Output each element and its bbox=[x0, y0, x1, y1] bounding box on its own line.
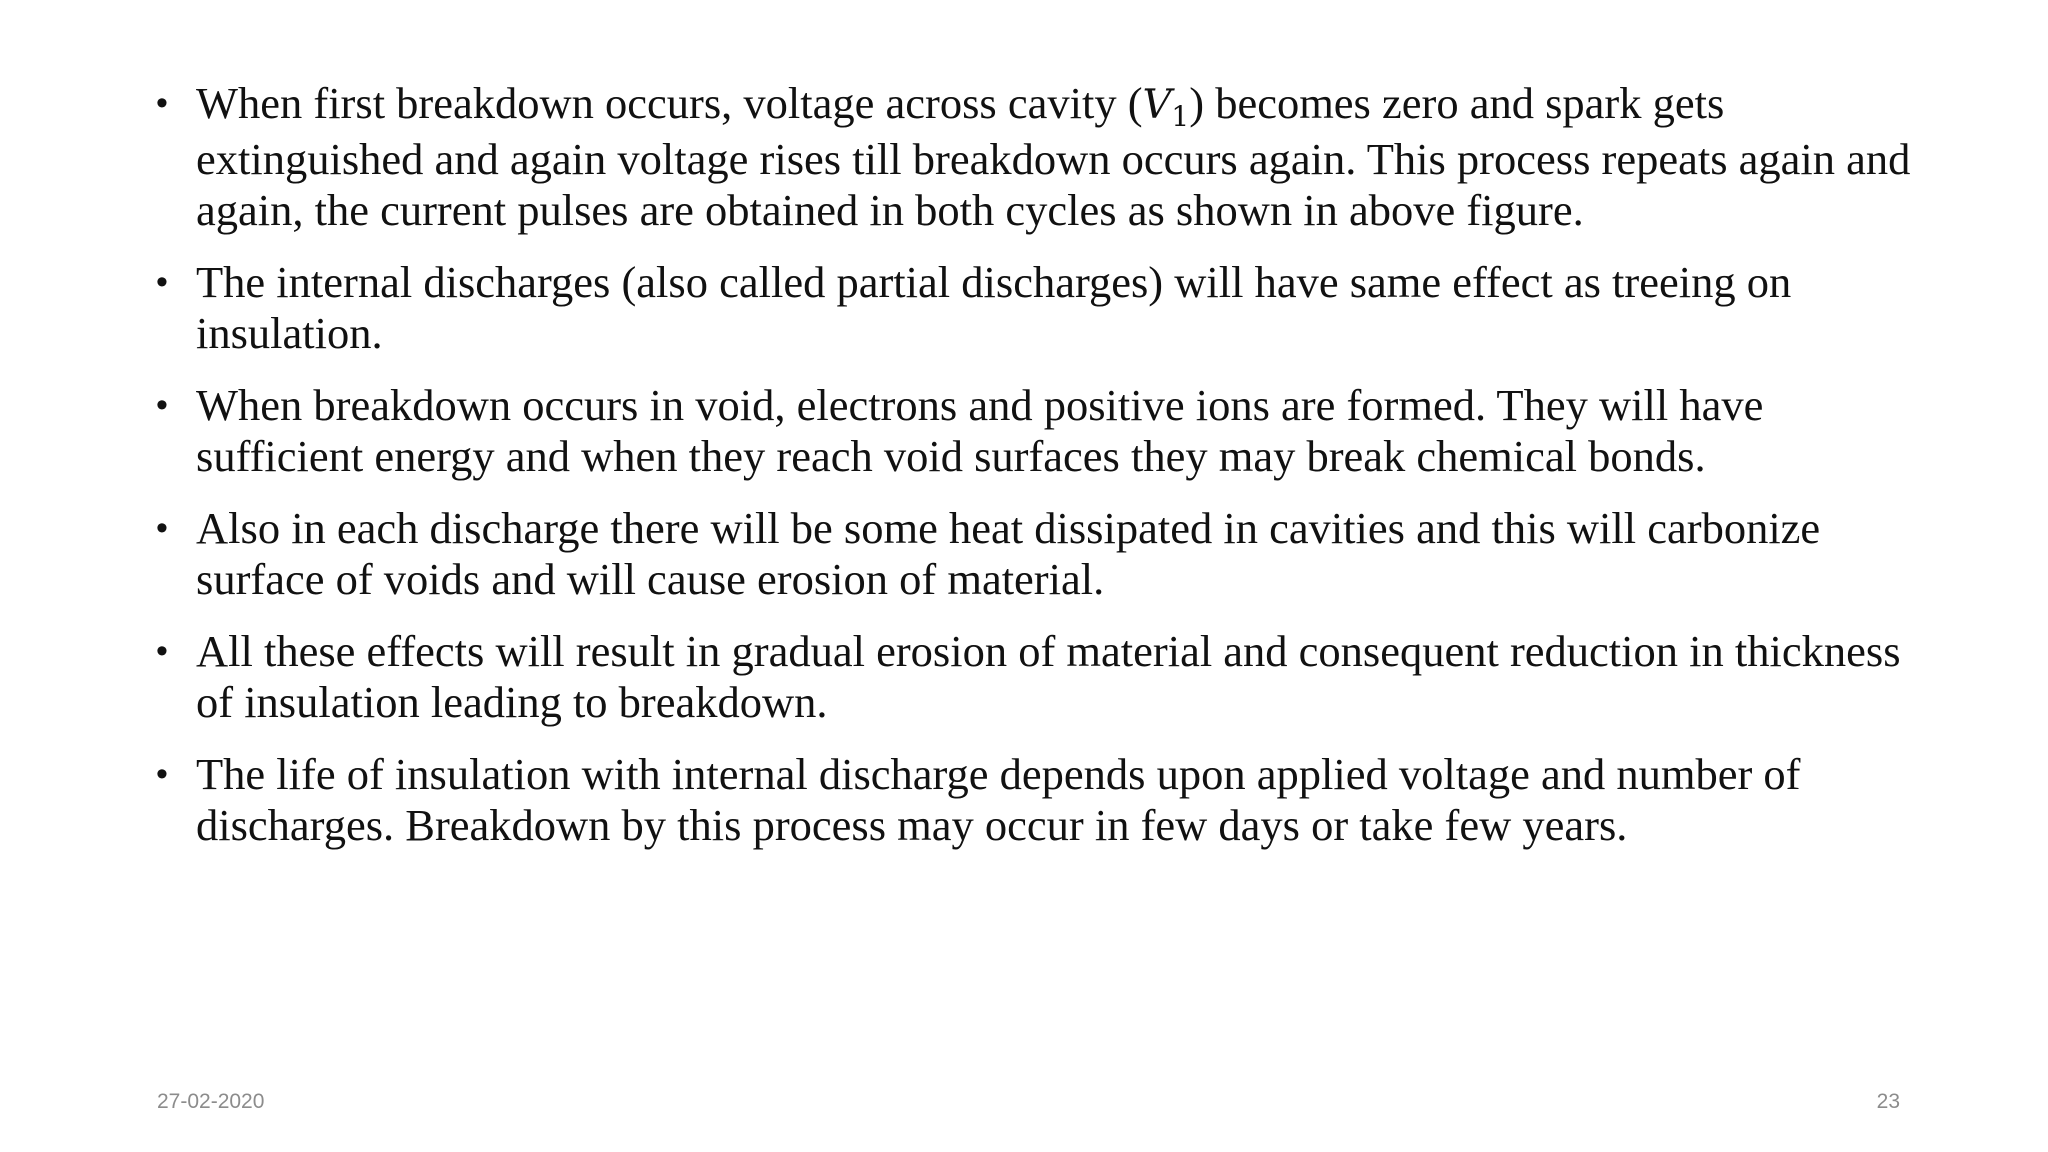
bullet-text: The life of insulation with internal discharge depends upon applied voltage and number of discharges. Breakdown by this process may occur in few days or take few years. bbox=[196, 749, 1801, 850]
bullet-item bbox=[152, 380, 1912, 482]
bullet-text: Also in each discharge there will be some heat dissipated in cavities and this will carbonize surface of voids and will cause erosion of material. bbox=[196, 503, 1821, 604]
bullet-text: When breakdown occurs in void, electrons and positive ions are formed. They will have sufficient energy and when they reach void surfaces they may break chemical bonds. bbox=[196, 380, 1764, 481]
bullet-item bbox=[152, 78, 1912, 236]
bullet-item bbox=[152, 503, 1912, 605]
bullet-icon: • bbox=[156, 84, 168, 122]
math-variable: V bbox=[1142, 82, 1172, 128]
bullet-icon: • bbox=[156, 509, 168, 547]
bullet-icon: • bbox=[156, 755, 168, 793]
bullet-text: All these effects will result in gradual erosion of material and consequent reduction in thickness of insulation leading to breakdown. bbox=[196, 626, 1901, 727]
bullet-icon: • bbox=[156, 263, 168, 301]
slide-number: 23 bbox=[1876, 1090, 1900, 1113]
bullet-text-part: ) becomes zero and spark gets extinguished and again voltage rises till breakdown occurs again. This process repeats again and again, the current pulses are obtained in both cycles as shown in above figure. bbox=[196, 78, 1911, 235]
footer-date: 27-02-2020 bbox=[157, 1090, 265, 1113]
math-subscript: 1 bbox=[1171, 100, 1190, 133]
bullet-text: The internal discharges (also called partial discharges) will have same effect as treeing on insulation. bbox=[196, 257, 1792, 358]
bullet-text-part: When first breakdown occurs, voltage across cavity ( bbox=[196, 78, 1143, 128]
bullet-item bbox=[152, 257, 1912, 359]
bullet-list bbox=[152, 78, 1912, 872]
bullet-item bbox=[152, 626, 1912, 728]
bullet-icon: • bbox=[156, 386, 168, 424]
bullet-icon: • bbox=[156, 632, 168, 670]
bullet-item bbox=[152, 749, 1912, 851]
